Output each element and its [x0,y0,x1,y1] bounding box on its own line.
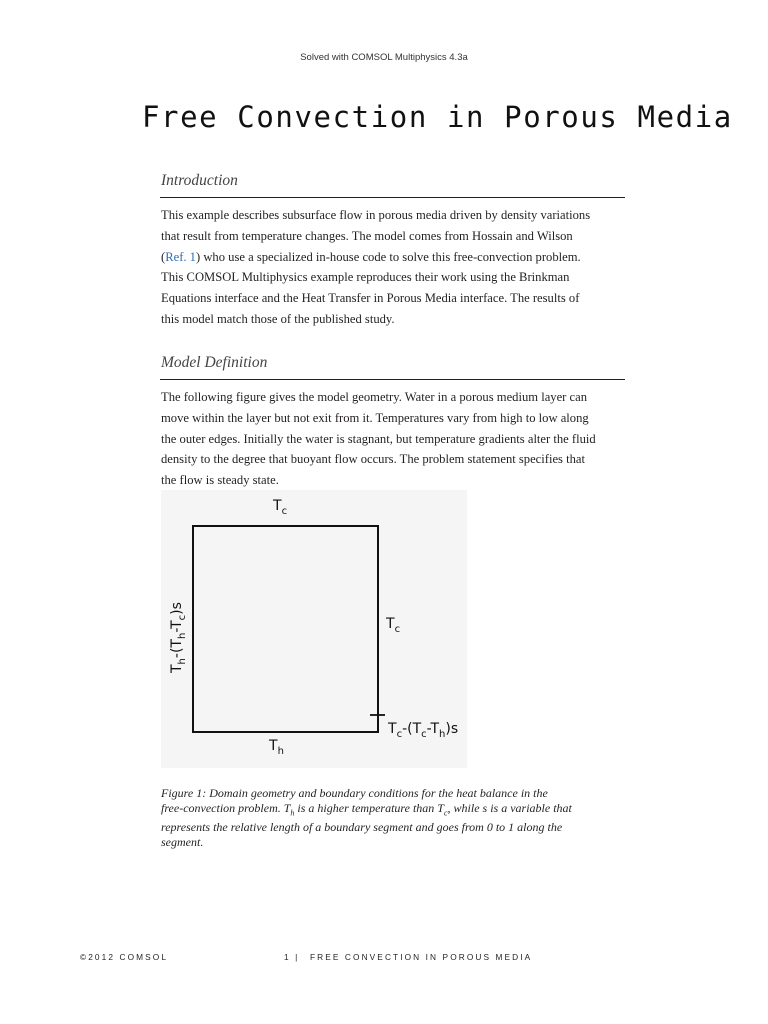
label-right [385,616,400,635]
running-header: Solved with COMSOL Multiphysics 4.3a [300,52,468,63]
label-bottom [268,738,284,757]
label-right-main: T [386,616,395,632]
reference-link[interactable]: Ref. 1 [165,249,196,264]
text-line: This COMSOL Multiphysics example reproduces their work using the Brinkman [161,270,570,285]
caption-line: represents the relative length of a boundary segment and goes from 0 to 1 along the [161,820,563,835]
text-line: Equations interface and the Heat Transfer in Porous Media interface. The results of [161,291,580,306]
caption-line: Figure 1: Domain geometry and boundary conditions for the heat balance in the [161,786,548,800]
label-top-sub: c [281,506,288,517]
model-definition-paragraph [161,387,625,491]
text-line: move within the layer but not exit from it. Temperatures vary from high to low along [161,410,589,425]
model-definition-rule [160,379,625,380]
figure-caption [161,786,601,849]
geometry-diagram [161,490,467,768]
caption-label: Figure 1: [161,786,207,800]
label-top-main: T [273,498,282,514]
page-number: 1 [284,952,291,962]
caption-line: free-convection problem. $T_h$ is a higher temperature than $T_c$, while s is a variable that [161,800,572,817]
label-left: $T_h-(T_h-T_c)s$ [169,602,188,673]
caption-line: segment. [161,834,204,849]
label-bottom-main: T [269,738,278,754]
text-line: density to the degree that buoyant flow occurs. The problem statement specifies that [161,452,585,467]
footer-copyright: ©2012 COMSOL [80,952,169,962]
text-fragment: ( [161,249,166,264]
text-line [161,247,625,268]
label-bottom-right: $T_c-(T_c-T_h)s$ [388,721,459,740]
text-line: This example describes subsurface flow in porous media driven by density variations [161,208,591,222]
text-line: the outer edges. Initially the water is stagnant, but temperature gradients alter the fluid [161,431,596,446]
label-top [272,498,287,517]
page-title: Free Convection in Porous Media [142,100,733,134]
text-line: that result from temperature changes. The model comes from Hossain and Wilson [161,228,573,243]
text-line: the flow is steady state. [161,473,279,488]
footer-running-title: FREE CONVECTION IN POROUS MEDIA [310,952,533,962]
footer-page-number: 1 | [284,952,300,962]
text-line: this model match those of the published study. [161,311,395,326]
label-bottom-sub: h [277,746,284,757]
model-definition-heading: Model Definition [161,354,268,371]
introduction-heading: Introduction [161,172,238,189]
text-fragment: ) who use a specialized in-house code to solve this free-convection problem. [195,249,581,264]
label-right-sub: c [394,624,401,635]
text-line: The following figure gives the model geometry. Water in a porous medium layer can [161,390,587,404]
domain-square [193,526,378,732]
introduction-rule [160,197,625,198]
introduction-paragraph [161,205,625,330]
geometry-figure [161,490,467,768]
